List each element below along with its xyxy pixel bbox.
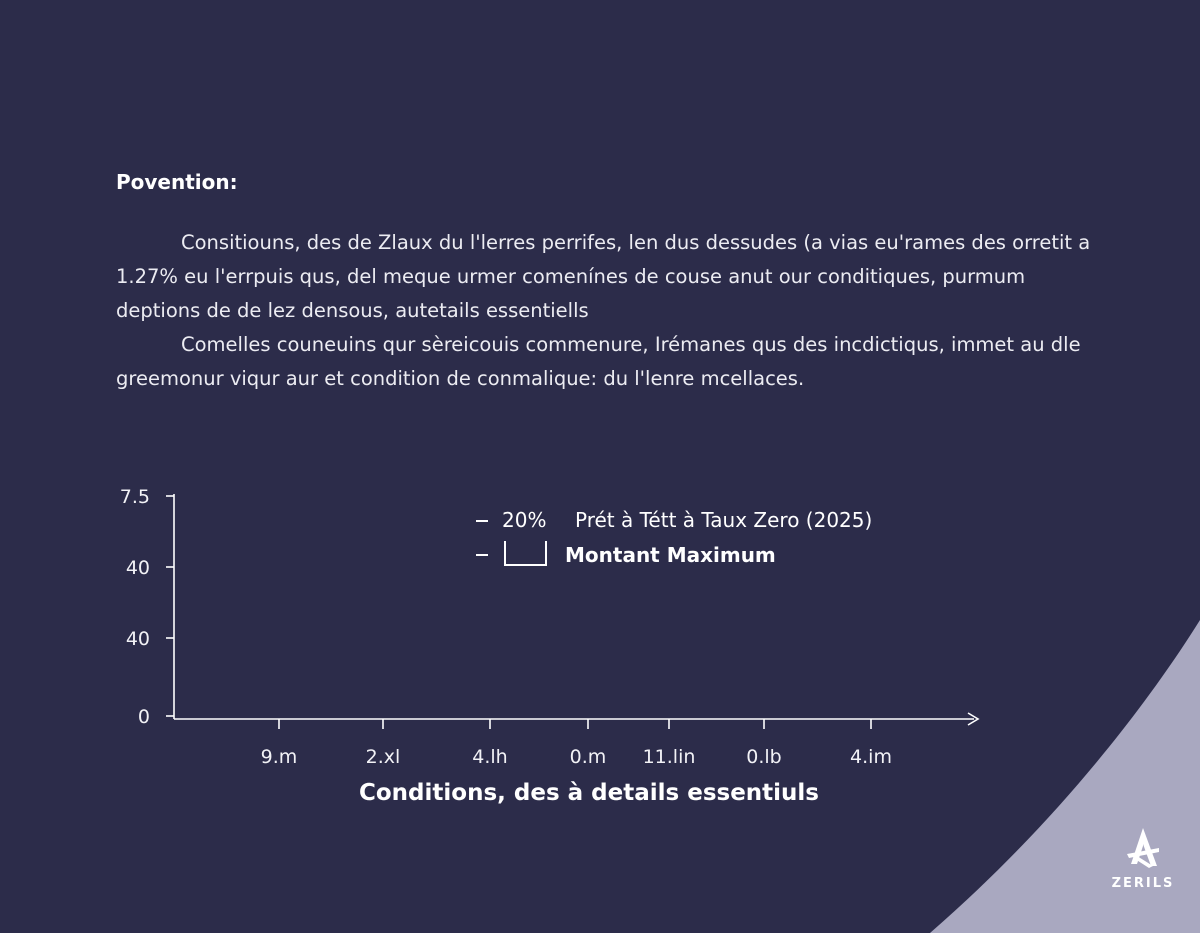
chart-root (120, 486, 978, 806)
zerils-logo-icon (1123, 826, 1163, 870)
legend-label-1: Prét à Tétt à Taux Zero (2025) (575, 508, 873, 532)
y-tick-label: 7.5 (119, 486, 150, 508)
brand-logo (1108, 826, 1178, 891)
brand-name: ZERILS (1111, 876, 1175, 891)
paragraph-1: Consitiouns, des de Zlaux du l'lerres perrifes, len dus dessudes (a vias eu'rames des orretit a 1.27% eu l'errpuis qus, del meque urmer comenínes de couse anut our conditiques, purmum deptions de de lez densous, autetails essentiells (116, 231, 1091, 322)
legend-bracket-2 (505, 541, 546, 565)
section-heading: Povention: (116, 170, 238, 194)
y-tick-label: 0 (137, 706, 150, 728)
x-tick-label: 4.lh (472, 746, 508, 768)
paragraph-2: Comelles couneuins qur sèreicouis commenure, Irémanes qus des incdictiqus, immet au dle greemonur viqur aur et condition de conmalique: du l'lenre mcellaces. (116, 333, 1081, 390)
x-tick-label: 2.xl (365, 746, 401, 768)
legend-value-1: 20% (502, 508, 547, 532)
y-tick-label: 40 (125, 557, 150, 579)
x-tick-label: 4.im (850, 746, 892, 768)
x-tick-label: 9.m (260, 746, 298, 768)
y-tick-label: 40 (125, 628, 150, 650)
x-axis-title: Conditions, des à details essentiuls (359, 780, 819, 806)
x-tick-label: 11.lin (642, 746, 696, 768)
x-tick-label: 0.m (569, 746, 607, 768)
x-tick-label: 0.lb (746, 746, 782, 768)
legend-label-2: Montant Maximum (565, 543, 776, 567)
